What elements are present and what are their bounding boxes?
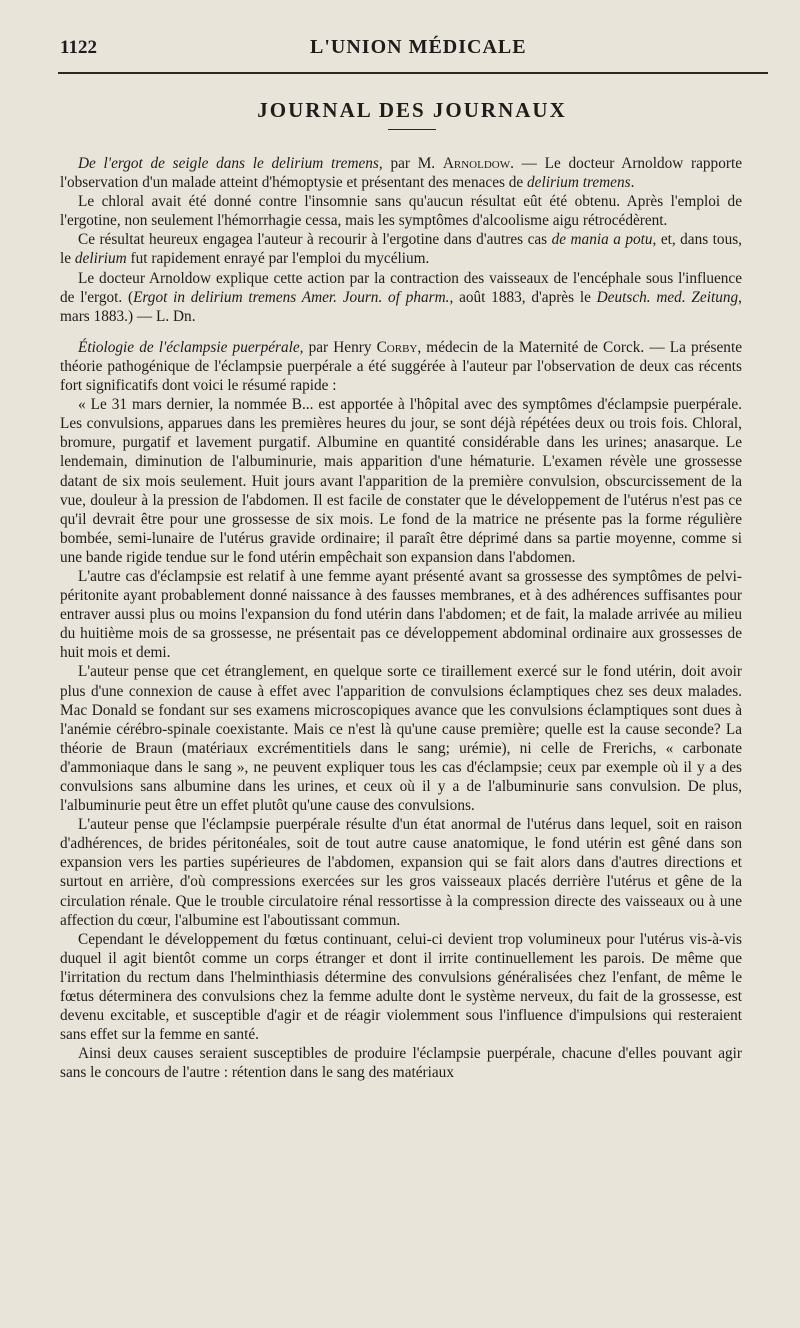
article2-title: Étiologie de l'éclampsie puerpérale, bbox=[78, 338, 304, 356]
article1-paragraph-4: Le docteur Arnoldow explique cette action par la contraction des vaisseaux de l'encéphale sous l'influence de l'ergot. (Ergot in delirium tremens Amer. Journ. of pharm., août 1883, d'après le Deutsch. med. Zeitung, mars 1883.) — L. Dn. bbox=[60, 269, 742, 325]
running-head bbox=[60, 36, 764, 68]
article2-paragraph-2: « Le 31 mars dernier, la nommée B... est apportée à l'hôpital avec des symptômes d'éclampsie puerpérale. Les convulsions, apparues dans les premières heures du jour, se sont déjà répétées deux ou trois fois. Chloral, bromure, purgatif et lavement purgatif. Albumine en quantité considérable dans les urines; anasarque. Le lendemain, diminution de l'albuminurie, mais apparition d'une hématurie. L'examen révèle une grossesse datant de six mois seulement. Huit jours avant l'apparition de la première convulsion, obscurcissement de la vue, douleur à la pression de l'abdomen. Il est facile de constater que le développement de l'utérus n'est pas ce qu'il devrait être pour une grossesse de six mois. Le fond de la matrice ne présente pas la forme régulière bombée, semi-lunaire de l'utérus gravide ordinaire; il paraît être déprimé dans sa partie moyenne, comme si une bande rigide tendue sur le fond utérin empêchait son expansion dans l'abdomen. bbox=[60, 396, 742, 566]
article2-paragraph-4: L'auteur pense que cet étranglement, en quelque sorte ce tiraillement exercé sur le fond utérin, doit avoir plus d'une connexion de cause à effet avec l'apparition de convulsions éclamptiques chez ses deux malades. Mac Donald se fondant sur ses examens microscopiques avance que les convulsions éclamptiques sont dues à l'anémie cérébro-spinale coexistante. Mais ce n'est là qu'une cause première; quelle est la cause seconde? La théorie de Braun (matériaux excrémentitiels dans le sang; urémie), ni celle de Frerichs, « carbonate d'ammoniaque dans le sang », ne peuvent expliquer tous les cas d'éclampsie; ceux par exemple où il y a des convulsions sans albumine dans les urines, et ceux où il y a de l'albuminurie sans convulsion. De plus, l'albuminurie peut être un effet plutôt qu'une cause des convulsions. bbox=[60, 663, 742, 815]
page-number: 1122 bbox=[60, 37, 97, 58]
title-rule bbox=[388, 129, 436, 130]
journal-title: L'UNION MÉDICALE bbox=[310, 36, 527, 58]
article1-paragraph-2: Le chloral avait été donné contre l'insomnie sans qu'aucun résultat eût été obtenu. Après l'emploi de l'ergotine, non seulement l'hémorrhagie cessa, mais les symptômes d'alcoolisme aigu rétrocédèrent. bbox=[60, 193, 742, 230]
header-rule bbox=[58, 72, 768, 74]
section-title: JOURNAL DES JOURNAUX bbox=[257, 98, 567, 122]
article1-paragraph-3: Ce résultat heureux engagea l'auteur à recourir à l'ergotine dans d'autres cas de mania a potu, et, dans tous, le delirium fut rapidement enrayé par l'emploi du mycélium. bbox=[60, 231, 742, 268]
article2-paragraph-1: Étiologie de l'éclampsie puerpérale, par Henry Corby, médecin de la Maternité de Corck. — La présente théorie pathogénique de l'éclampsie puerpérale a été suggérée à l'auteur par l'observation de deux cas récents fort significatifs dont voici le résumé rapide : bbox=[60, 338, 742, 395]
article2-author: Corby bbox=[376, 338, 418, 356]
article1-paragraph-1: De l'ergot de seigle dans le delirium tremens, par M. Arnoldow. — Le docteur Arnoldow rapporte l'observation d'un malade atteint d'hémoptysie et présentant des menaces de delirium tremens. bbox=[60, 155, 742, 192]
article-body bbox=[60, 154, 742, 1083]
article2-paragraph-5: L'auteur pense que l'éclampsie puerpérale résulte d'un état anormal de l'utérus dans lequel, soit en raison d'adhérences, de brides péritonéales, soit de tout autre cause anatomique, le fond utérin est gêné dans son expansion vers les parties supérieures de l'abdomen, expansion qui se fait alors dans d'autres directions et surtout en arrière, d'où compressions exercées sur les gros vaisseaux placés derrière l'utérus et gêne de la circulation rénale. Que le trouble circulatoire rénal ressortisse à la compression directe des vaisseaux ou à une affection du cœur, l'albumine est l'aboutissant commun. bbox=[60, 816, 742, 929]
article1-author: Arnoldow bbox=[442, 155, 511, 172]
article1-title: De l'ergot de seigle dans le delirium tremens, bbox=[78, 155, 383, 172]
article2-paragraph-3: L'autre cas d'éclampsie est relatif à une femme ayant présenté avant sa grossesse des symptômes de pelvi-péritonite ayant probablement donné naissance à des fausses membranes, et à des adhérences suffisantes pour entraver aussi plus ou moins l'expansion du fond utérin dans l'abdomen; et de fait, la malade arrivée au milieu du huitième mois de sa grossesse, ne présentait pas ce développement abdominal ordinaire aux grossesses de huit mois et demi. bbox=[60, 567, 742, 662]
article2-paragraph-6: Cependant le développement du fœtus continuant, celui-ci devient trop volumineux pour l'utérus vis-à-vis duquel il agit bientôt comme un corps étranger et dont il irrite continuellement les parois. De même que l'irritation du rectum dans l'helminthiasis détermine des convulsions généralisées chez l'enfant, de même le fœtus déterminera des convulsions chez la femme adulte dont le système nerveux, du fait de la grossesse, est devenu excitable, et susceptible d'agir et de réagir violemment sous l'influence d'impulsions qui resteraient sans effet sur la femme en santé. bbox=[60, 930, 742, 1044]
article2-paragraph-7: Ainsi deux causes seraient susceptibles de produire l'éclampsie puerpérale, chacune d'elles pouvant agir sans le concours de l'autre : rétention dans le sang des matériaux bbox=[60, 1045, 742, 1082]
